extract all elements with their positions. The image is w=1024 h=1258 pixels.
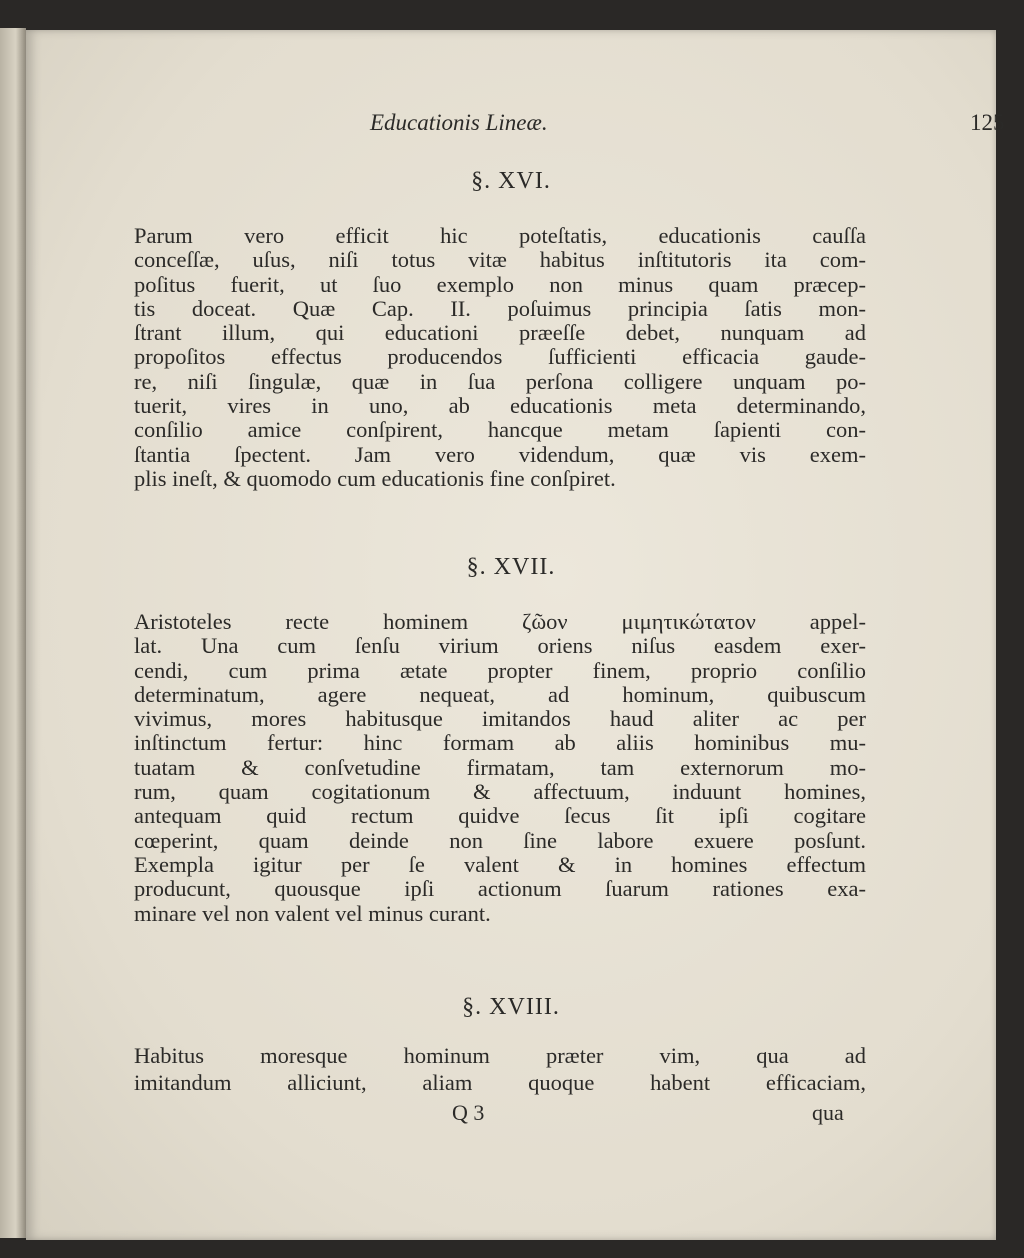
text-line: antequam quid rectum quidve ſecus ſit ipſi cogitare xyxy=(134,804,866,829)
paragraph-xviii xyxy=(134,1044,866,1098)
section-heading-xvi: §. XVI. xyxy=(471,168,551,194)
signature-mark: Q 3 xyxy=(452,1100,485,1125)
text-line: cendi, cum prima ætate propter finem, proprio conſilio xyxy=(134,658,866,683)
text-line: producunt, quousque ipſi actionum ſuarum rationes exa- xyxy=(134,877,866,902)
text-line: inſtinctum fertur: hinc formam ab aliis hominibus mu- xyxy=(134,731,866,756)
text-line: lat. Una cum ſenſu virium oriens niſus easdem exer- xyxy=(134,634,866,659)
paragraph-xvii xyxy=(134,610,866,926)
text-line: poſitus fuerit, ut ſuo exemplo non minus quam præcep- xyxy=(134,272,866,297)
catchword: qua xyxy=(812,1100,844,1125)
text-line: Habitus moresque hominum præter vim, qua ad xyxy=(134,1044,866,1068)
previous-page-edge xyxy=(0,28,26,1238)
running-head: Educationis Lineæ. xyxy=(370,110,548,135)
text-line: Aristoteles recte hominem ζῶον μιμητικώτατον appel- xyxy=(134,610,866,634)
text-line: minare vel non valent vel minus curant. xyxy=(134,901,491,926)
text-line: cœperint, quam deinde non ſine labore exuere posſunt. xyxy=(134,828,866,853)
text-line: propoſitos effectus producendos ſufficienti efficacia gaude- xyxy=(134,345,866,370)
text-line: plis ineſt, & quomodo cum educationis fine conſpiret. xyxy=(134,466,616,491)
page-number: 125 xyxy=(970,110,1005,135)
text-line: tuerit, vires in uno, ab educationis meta determinando, xyxy=(134,394,866,419)
text-line: Parum vero efficit hic poteſtatis, educationis cauſſa xyxy=(134,224,866,248)
text-line: vivimus, mores habitusque imitandos haud aliter ac per xyxy=(134,707,866,732)
text-line: ſtantia ſpectent. Jam vero videndum, quæ vis exem- xyxy=(134,442,866,467)
text-line: Exempla igitur per ſe valent & in homines effectum xyxy=(134,852,866,877)
text-line: re, niſi ſingulæ, quæ in ſua perſona colligere unquam po- xyxy=(134,369,866,394)
text-line: determinatum, agere nequeat, ad hominum, quibuscum xyxy=(134,682,866,707)
text-line: ſtrant illum, qui educationi præeſſe debet, nunquam ad xyxy=(134,321,866,346)
text-line: conceſſæ, uſus, niſi totus vitæ habitus inſtitutoris ita com- xyxy=(134,248,866,273)
paragraph-xvi xyxy=(134,224,866,491)
text-line: conſilio amice conſpirent, hancque metam ſapienti con- xyxy=(134,418,866,443)
text-line: tuatam & conſvetudine firmatam, tam externorum mo- xyxy=(134,755,866,780)
section-heading-xvii: §. XVII. xyxy=(466,554,556,580)
book-page xyxy=(26,30,1005,1240)
text-line: imitandum alliciunt, aliam quoque habent efficaciam, xyxy=(134,1071,866,1095)
section-heading-xviii: §. XVIII. xyxy=(462,994,560,1020)
text-line: tis doceat. Quæ Cap. II. poſuimus principia ſatis mon- xyxy=(134,296,866,321)
text-line: rum, quam cogitationum & affectuum, induunt homines, xyxy=(134,780,866,805)
